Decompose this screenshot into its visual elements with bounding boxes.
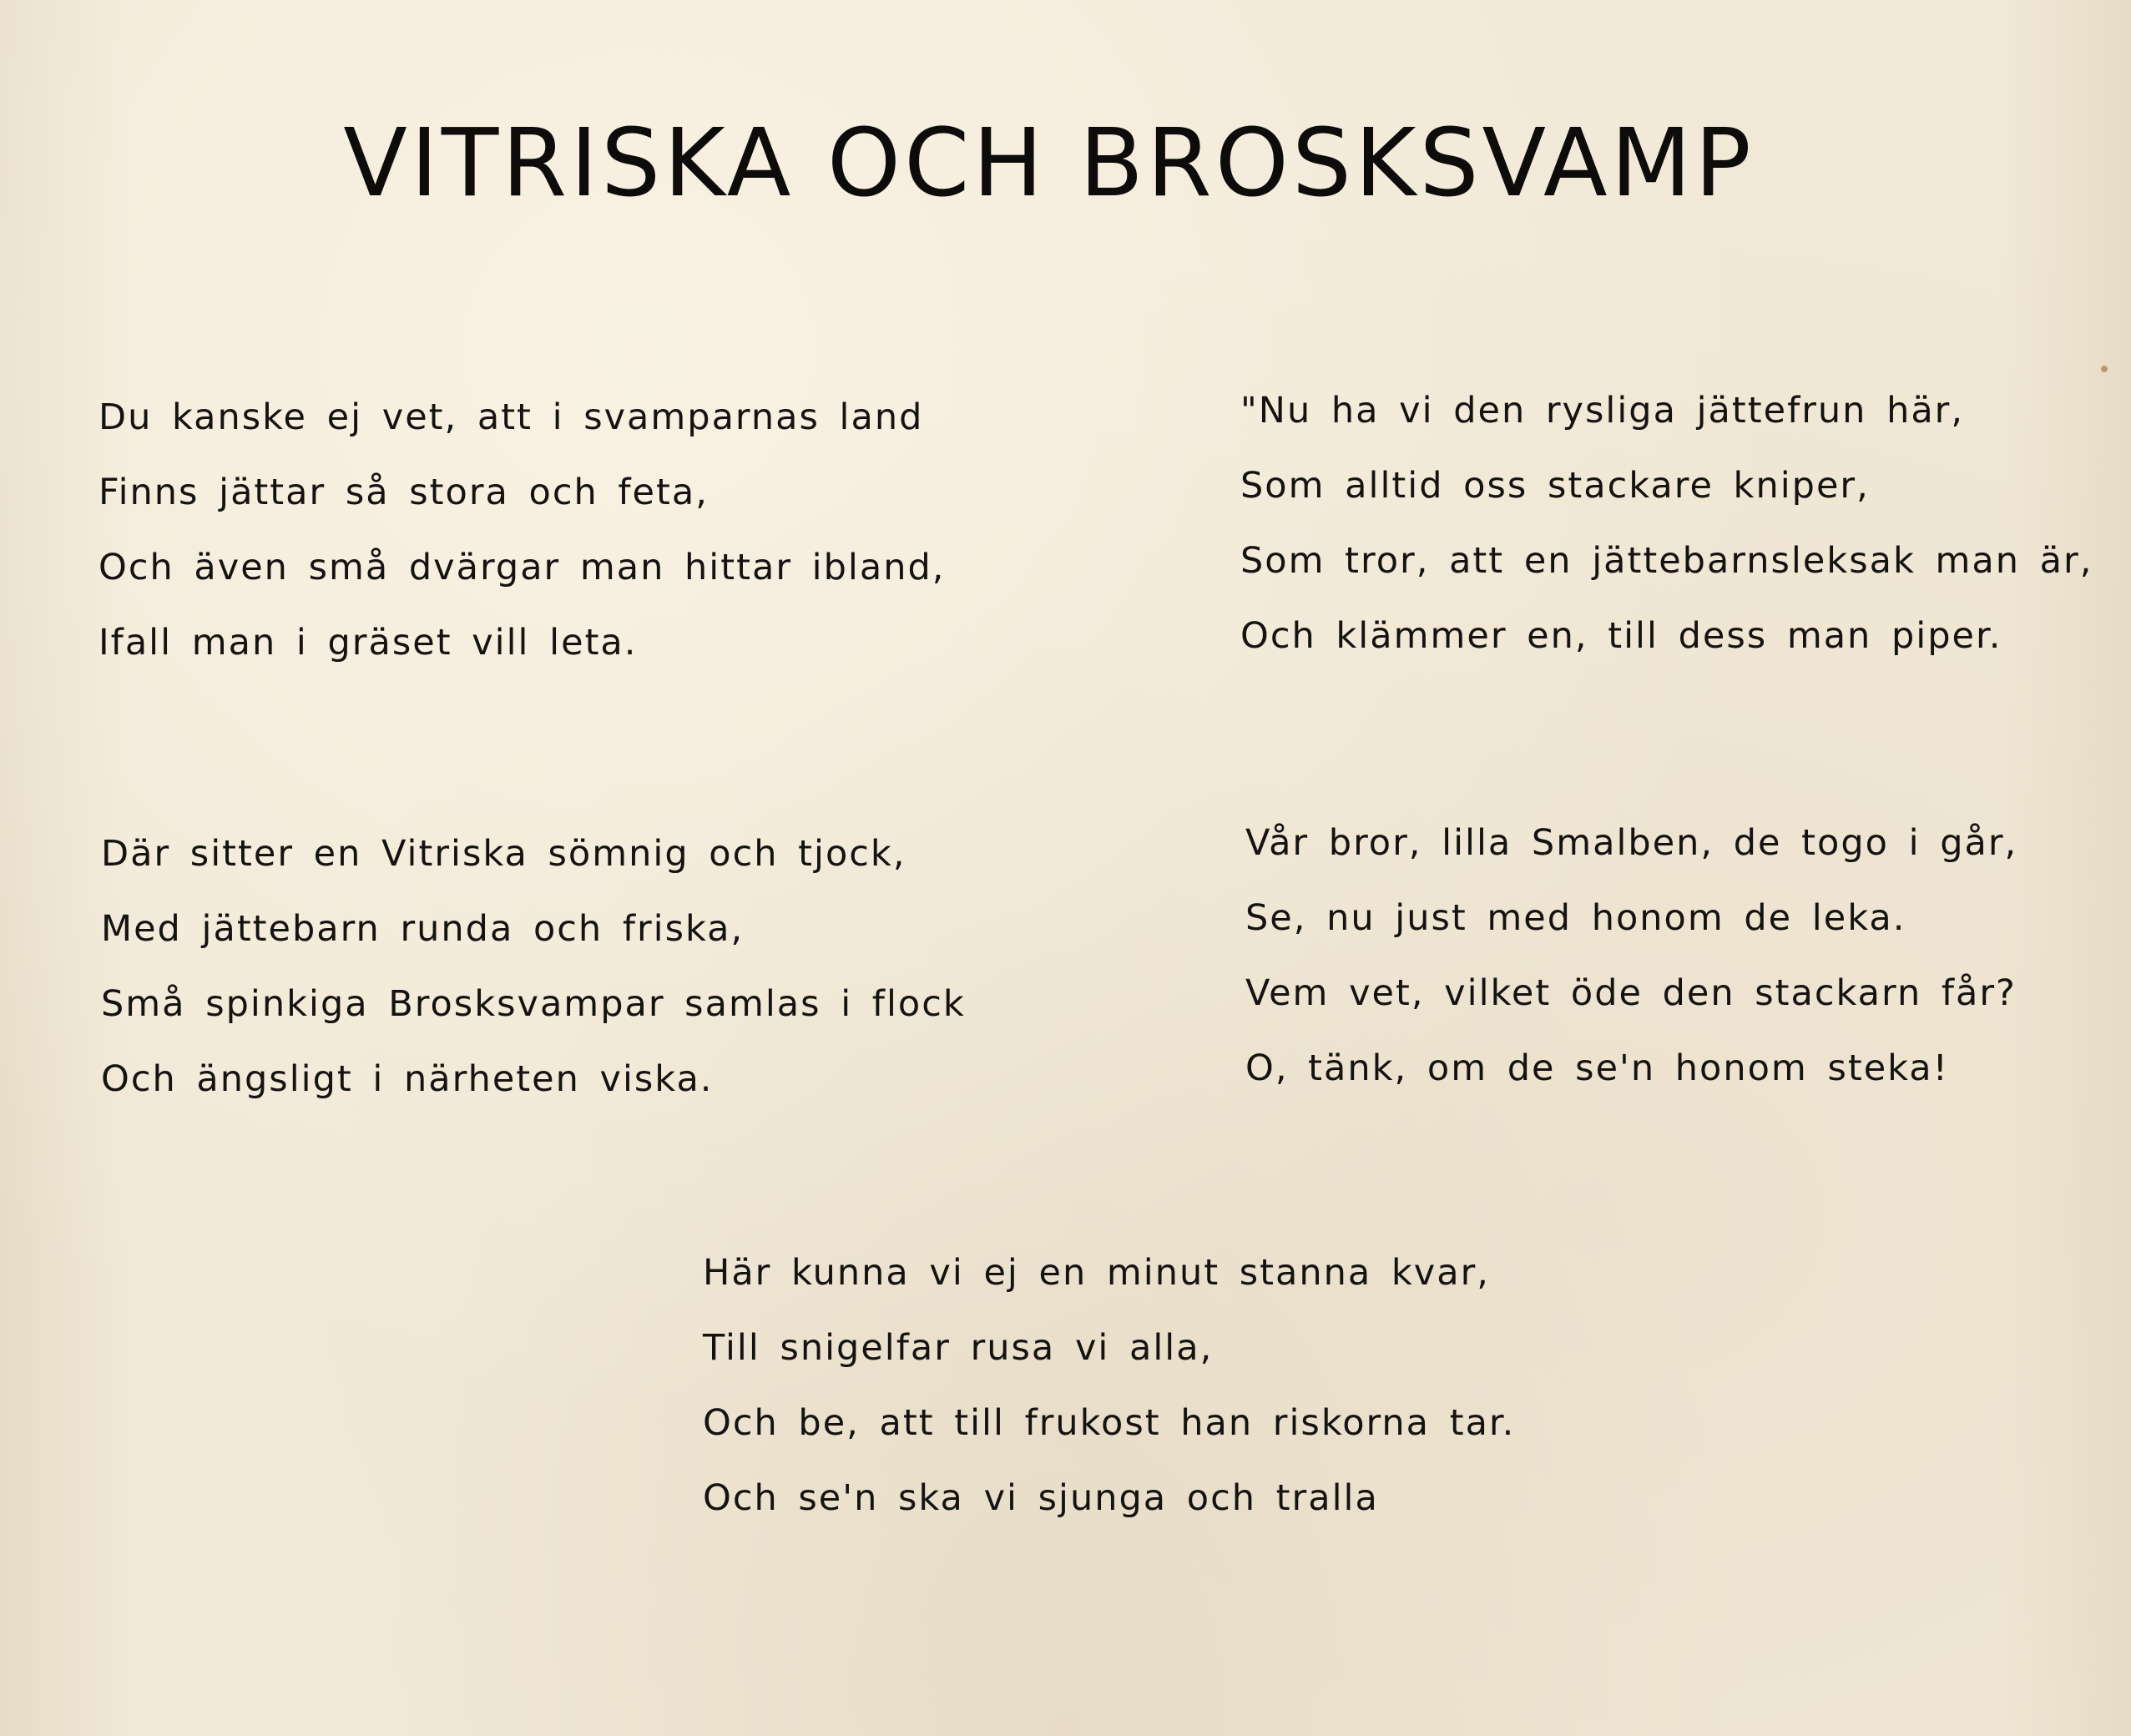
page-title: VITRISKA OCH BROSKSVAMP <box>343 109 1755 218</box>
paper-speck <box>2101 366 2108 372</box>
stanza-3 <box>101 816 966 1117</box>
verse-line: Se, nu just med honom de leka. <box>1245 897 1906 939</box>
verse-line: Finns jättar så stora och feta, <box>98 472 709 513</box>
verse-line: Till snigelfar rusa vi alla, <box>703 1327 1214 1369</box>
verse-line: Där sitter en Vitriska sömnig och tjock, <box>101 833 906 875</box>
verse-line: "Nu ha vi den rysliga jättefrun här, <box>1240 390 1965 431</box>
verse-line: Och ängsligt i närheten viska. <box>101 1058 714 1100</box>
verse-line: Vår bror, lilla Smalben, de togo i går, <box>1245 822 2018 864</box>
verse-line: Och se'n ska vi sjunga och tralla <box>703 1477 1379 1519</box>
verse-line: Du kanske ej vet, att i svamparnas land <box>98 396 924 438</box>
verse-line: Här kunna vi ej en minut stanna kvar, <box>703 1252 1490 1294</box>
stanza-4 <box>1245 805 2017 1106</box>
stanza-2 <box>1240 373 2093 674</box>
verse-line: Och be, att till frukost han riskorna tar. <box>703 1402 1516 1444</box>
verse-line: Och även små dvärgar man hittar ibland, <box>98 547 946 588</box>
stanza-1 <box>98 380 945 680</box>
stanza-5 <box>703 1235 1515 1536</box>
verse-line: Ifall man i gräset vill leta. <box>98 622 638 664</box>
verse-line: O, tänk, om de se'n honom steka! <box>1245 1047 1949 1089</box>
verse-line: Som alltid oss stackare kniper, <box>1240 465 1870 507</box>
verse-line: Som tror, att en jättebarnsleksak man är, <box>1240 540 2093 582</box>
verse-line: Med jättebarn runda och friska, <box>101 908 745 950</box>
verse-line: Och klämmer en, till dess man piper. <box>1240 615 2002 657</box>
verse-line: Små spinkiga Brosksvampar samlas i flock <box>101 983 966 1025</box>
verse-line: Vem vet, vilket öde den stackarn får? <box>1245 972 2017 1014</box>
